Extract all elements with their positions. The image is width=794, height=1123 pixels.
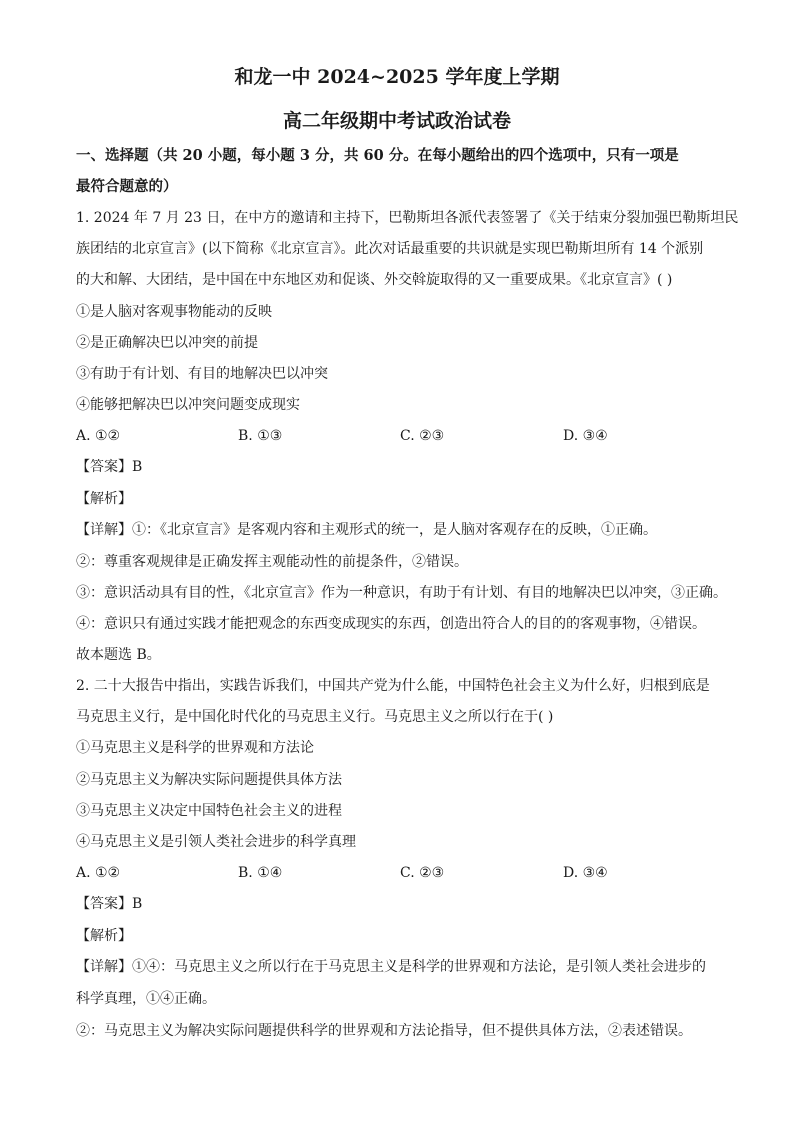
analysis-detail: 科学真理，①④正确。 — [76, 991, 216, 1007]
analysis-detail: ③：意识活动具有目的性，《北京宣言》作为一种意识，有助于有计划、有目的地解决巴以冲突，③正确。 — [76, 585, 727, 601]
question-stem: 马克思主义行，是中国化时代化的马克思主义行。马克思主义之所以行在于( ) — [76, 709, 554, 725]
analysis-detail: ②：尊重客观规律是正确发挥主观能动性的前提条件，②错误。 — [76, 554, 468, 570]
question-stem: 的大和解、大团结，是中国在中东地区劝和促谈、外交斡旋取得的又一重要成果。《北京宣言》( ) — [76, 272, 673, 288]
analysis-detail: ④：意识只有通过实践才能把观念的东西变成现实的东西，创造出符合人的目的的客观事物，④错误。 — [76, 616, 706, 632]
option-b: B. ①③ — [238, 428, 283, 444]
analysis-conclusion: 故本题选 B。 — [76, 647, 161, 663]
option-c: C. ②③ — [400, 865, 445, 881]
exam-title-line2: 高二年级期中考试政治试卷 — [282, 110, 511, 132]
option-d: D. ③④ — [563, 428, 608, 444]
option-d: D. ③④ — [563, 865, 608, 881]
statement-3: ③有助于有计划、有目的地解决巴以冲突 — [76, 366, 328, 382]
section-heading: 一、选择题（共 20 小题，每小题 3 分，共 60 分。在每小题给出的四个选项中，只有一项是 — [76, 147, 679, 164]
exam-title-line1: 和龙一中 2024~2025 学年度上学期 — [234, 66, 560, 88]
option-b: B. ①④ — [238, 865, 283, 881]
option-a: A. ①② — [76, 865, 121, 881]
question-stem: 族团结的北京宣言》(以下简称《北京宣言》。此次对话最重要的共识就是实现巴勒斯坦所有 14 个派别 — [76, 241, 704, 257]
section-heading-cont: 最符合题意的） — [76, 178, 178, 195]
question-stem: 2. 二十大报告中指出，实践告诉我们，中国共产党为什么能，中国特色社会主义为什么好，归根到底是 — [76, 678, 710, 694]
analysis-detail: 【详解】①④：马克思主义之所以行在于马克思主义是科学的世界观和方法论，是引领人类社会进步的 — [76, 959, 706, 975]
statement-2: ②马克思主义为解决实际问题提供具体方法 — [76, 772, 342, 788]
analysis-label: 【解析】 — [76, 491, 132, 507]
statement-2: ②是正确解决巴以冲突的前提 — [76, 335, 258, 351]
statement-4: ④马克思主义是引领人类社会进步的科学真理 — [76, 834, 356, 850]
statement-1: ①马克思主义是科学的世界观和方法论 — [76, 740, 314, 756]
question-stem: 1. 2024 年 7 月 23 日，在中方的邀请和主持下，巴勒斯坦各派代表签署了《关于结束分裂加强巴勒斯坦民 — [76, 210, 739, 226]
analysis-detail: 【详解】①：《北京宣言》是客观内容和主观形式的统一，是人脑对客观存在的反映，①正确。 — [76, 522, 657, 538]
answer-label: 【答案】B — [76, 459, 143, 475]
statement-4: ④能够把解决巴以冲突问题变成现实 — [76, 397, 300, 413]
statement-1: ①是人脑对客观事物能动的反映 — [76, 304, 272, 320]
analysis-detail: ②：马克思主义为解决实际问题提供科学的世界观和方法论指导，但不提供具体方法，②表述错误。 — [76, 1023, 692, 1039]
analysis-label: 【解析】 — [76, 928, 132, 944]
option-a: A. ①② — [76, 428, 121, 444]
option-c: C. ②③ — [400, 428, 445, 444]
statement-3: ③马克思主义决定中国特色社会主义的进程 — [76, 803, 342, 819]
answer-label: 【答案】B — [76, 896, 143, 912]
